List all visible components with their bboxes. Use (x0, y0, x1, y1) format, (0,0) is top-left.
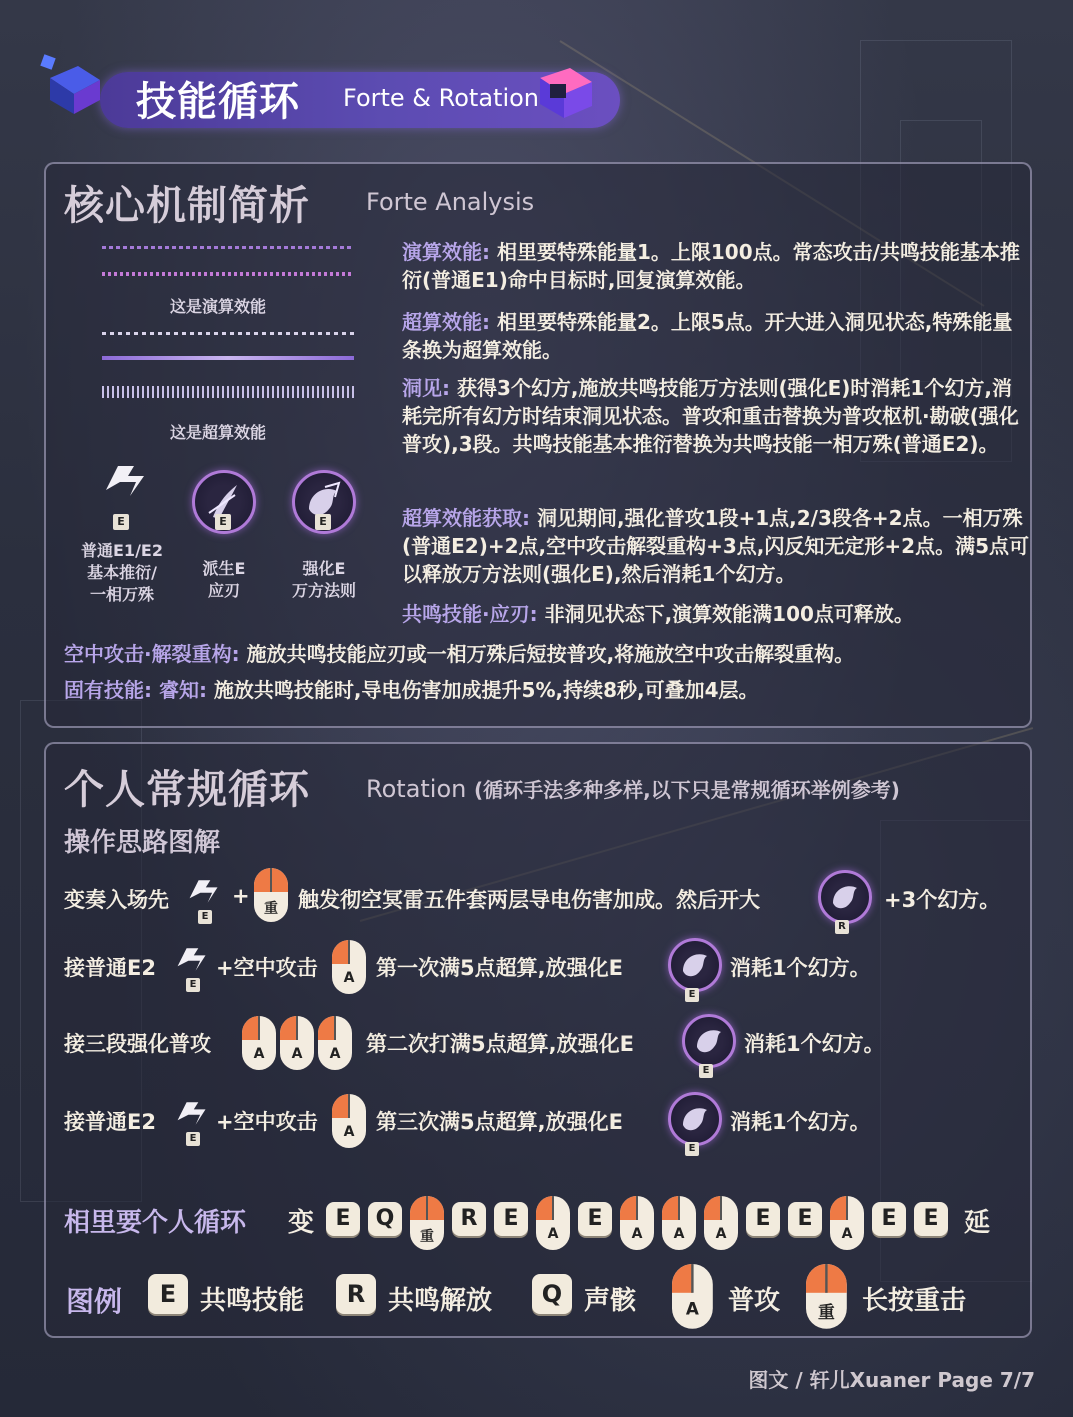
gauge1-caption: 这是演算效能 (169, 297, 266, 316)
forte-entry (402, 600, 1030, 628)
mouse-left-half (662, 1196, 679, 1220)
enhanced-skill-icon (668, 1092, 722, 1146)
skill-key-badge: E (198, 910, 212, 924)
mouse-divider (691, 1264, 693, 1293)
skill-key-badge: E (113, 514, 129, 530)
banner-subtitle: Forte & Rotation (343, 84, 540, 112)
step-text: 第三次满5点超算,放强化E (376, 1110, 623, 1134)
entry-label: 固有技能: 睿知: (64, 678, 207, 702)
mouse-divider (636, 1196, 638, 1220)
basic-skill-icon (174, 1098, 210, 1128)
sequence-label: 相里要个人循环 (64, 1208, 247, 1238)
entry-text: 相里要特殊能量2。上限5点。开大进入洞见状态,特殊能量条换为超算效能。 (402, 310, 1013, 362)
mouse-divider (258, 1016, 260, 1040)
sequence-key: E (788, 1202, 822, 1236)
page-banner (40, 48, 585, 140)
mouse-divider (678, 1196, 680, 1220)
forte-title: 核心机制简析 (64, 183, 310, 229)
mouse-left-half (242, 1016, 259, 1040)
forte-wide-entry (64, 676, 1024, 704)
entry-text: 施放共鸣技能时,导电伤害加成提升5%,持续8秒,可叠加4层。 (213, 678, 759, 702)
mouse-button-icon (410, 1196, 444, 1250)
legend-key: R (336, 1274, 376, 1314)
mouse-left-half (332, 940, 349, 964)
skill-key-badge: E (685, 988, 699, 1002)
mouse-button-icon (318, 1016, 352, 1070)
step-text: 触发彻空冥雷五件套两层导电伤害加成。然后开大 (298, 888, 760, 912)
sequence-key: E (326, 1202, 360, 1236)
sequence-key: E (494, 1202, 528, 1236)
sequence-end: 延 (964, 1208, 991, 1238)
mouse-label: A (673, 1226, 685, 1242)
sequence-key: E (914, 1202, 948, 1236)
sequence-key: R (452, 1202, 486, 1236)
basic-skill-caption: 普通E1/E2 基本推衍/ 一相万殊 (81, 541, 163, 604)
rotation-title: 个人常规循环 (64, 767, 310, 813)
skill-key-badge: E (699, 1064, 713, 1078)
step-text: 接普通E2 (64, 956, 156, 980)
step-text: 变奏入场先 (64, 888, 169, 912)
mouse-divider (296, 1016, 298, 1040)
enhanced-skill-icon (682, 1014, 736, 1068)
mouse-divider (426, 1196, 428, 1220)
mouse-label: A (631, 1226, 643, 1242)
mouse-button-icon (332, 1094, 366, 1148)
mouse-divider (720, 1196, 722, 1220)
basic-skill-icon (174, 944, 210, 974)
forte-entry (402, 504, 1030, 588)
step-text: +3个幻方。 (884, 888, 1001, 912)
skill-key-badge: E (685, 1142, 699, 1156)
mouse-left-half (318, 1016, 335, 1040)
entry-text: 获得3个幻方,施放共鸣技能万方法则(强化E)时消耗1个幻方,消耗完所有幻方时结束洞见状态。普攻和重击替换为普攻枢机·勘破(强化普攻),3段。共鸣技能基本推衍替换为共鸣技能一相万殊(普通E2)。 (402, 376, 1019, 456)
mouse-divider (552, 1196, 554, 1220)
mouse-label: A (547, 1226, 559, 1242)
forte-entry (402, 238, 1030, 294)
forte-subtitle: Forte Analysis (366, 188, 535, 216)
mouse-button-icon (830, 1196, 864, 1250)
entry-label: 超算效能获取: (402, 506, 530, 530)
overclock-gauge-bar (102, 332, 354, 335)
overclock-gauge-bar (102, 356, 354, 360)
computation-gauge-bar (102, 272, 354, 276)
mouse-divider (846, 1196, 848, 1220)
step-text: 接普通E2 (64, 1110, 156, 1134)
skill-key-badge: E (186, 1132, 200, 1146)
rotation-diagram-subtitle: 操作思路图解 (64, 828, 221, 858)
mouse-divider (825, 1264, 827, 1293)
mouse-left-half (536, 1196, 553, 1220)
sequence-key: E (872, 1202, 906, 1236)
entry-text: 洞见期间,强化普攻1段+1点,2/3段各+2点。一相万殊(普通E2)+2点,空中攻击解裂重构+3点,闪反知无定形+2点。满5点可以释放万方法则(强化E),然后消耗1个幻方。 (402, 506, 1029, 586)
mouse-divider (348, 940, 350, 964)
mouse-button-icon (672, 1264, 713, 1329)
step-text: 第一次满5点超算,放强化E (376, 956, 623, 980)
entry-label: 洞见: (402, 376, 450, 400)
forte-entry (402, 308, 1030, 364)
mouse-label: A (685, 1300, 699, 1320)
mouse-button-icon (620, 1196, 654, 1250)
forte-wide-entry (64, 640, 1024, 668)
rotation-title-en: Rotation (366, 775, 467, 803)
fist-swirl-icon (671, 941, 719, 989)
sequence-key: E (578, 1202, 612, 1236)
mouse-label: A (253, 1046, 265, 1062)
mouse-button-icon (280, 1016, 314, 1070)
mouse-divider (334, 1016, 336, 1040)
sequence-start: 变 (288, 1208, 315, 1238)
step-text: 消耗1个幻方。 (730, 1110, 871, 1134)
fist-swirl-icon (685, 1017, 733, 1065)
mouse-label: 重 (264, 901, 278, 917)
mouse-left-half (332, 1094, 349, 1118)
enhanced-skill-caption: 强化E 万方法则 (291, 559, 356, 600)
mouse-label: A (343, 1124, 355, 1140)
mouse-right-half (826, 1264, 846, 1293)
skill-key-badge: E (315, 514, 331, 530)
legend-text: 长按重击 (862, 1286, 967, 1316)
fist-swirl-icon (671, 1095, 719, 1143)
mouse-button-icon (536, 1196, 570, 1250)
derived-skill-caption: 派生E 应刃 (202, 559, 246, 600)
legend-key: E (148, 1274, 188, 1314)
mouse-left-half (830, 1196, 847, 1220)
forte-analysis-panel (44, 162, 1032, 728)
mouse-button-icon (806, 1264, 847, 1329)
entry-text: 施放共鸣技能应刃或一相万殊后短按普攻,将施放空中攻击解裂重构。 (246, 642, 855, 666)
entry-label: 共鸣技能·应刃: (402, 602, 538, 626)
enhanced-skill-icon (668, 938, 722, 992)
overclock-gauge-bar (102, 386, 354, 398)
skill-key-badge: E (186, 978, 200, 992)
legend-text: 声骸 (584, 1286, 637, 1316)
mouse-button-icon (704, 1196, 738, 1250)
entry-text: 相里要特殊能量1。上限100点。常态攻击/共鸣技能基本推衍(普通E1)命中目标时,回复演算效能。 (402, 240, 1020, 292)
entry-text: 非洞见状态下,演算效能满100点可释放。 (544, 602, 914, 626)
legend-label: 图例 (66, 1285, 123, 1318)
computation-gauge-bar (102, 246, 354, 249)
entry-label: 超算效能: (402, 310, 490, 334)
mouse-left-half (254, 868, 271, 892)
mouse-right-half (427, 1196, 444, 1220)
mouse-button-icon (254, 868, 288, 922)
mouse-left-half (806, 1264, 826, 1293)
mouse-button-icon (662, 1196, 696, 1250)
step-text: + (232, 884, 250, 908)
forte-entry (402, 374, 1030, 458)
rotation-panel (44, 742, 1032, 1338)
legend-text: 共鸣解放 (388, 1286, 493, 1316)
sequence-key: Q (368, 1202, 402, 1236)
fist-swirl-icon (821, 873, 869, 921)
mouse-right-half (271, 868, 288, 892)
entry-label: 演算效能: (402, 240, 490, 264)
mouse-left-half (620, 1196, 637, 1220)
mouse-label: A (343, 970, 355, 986)
mouse-left-half (704, 1196, 721, 1220)
legend-text: 普攻 (728, 1286, 781, 1316)
step-text: +空中攻击 (216, 1110, 318, 1134)
skill-key-badge: R (835, 920, 849, 934)
footer-credit: 图文 / 轩儿Xuaner Page 7/7 (748, 1368, 1035, 1392)
liberation-icon (818, 870, 872, 924)
step-text: +空中攻击 (216, 956, 318, 980)
mouse-button-icon (242, 1016, 276, 1070)
mouse-left-half (280, 1016, 297, 1040)
mouse-divider (270, 868, 272, 892)
mouse-divider (348, 1094, 350, 1118)
rotation-title-note: (循环手法多种多样,以下只是常规循环举例参考) (474, 778, 900, 802)
legend-key: Q (532, 1274, 572, 1314)
mouse-label: A (291, 1046, 303, 1062)
step-text: 第二次打满5点超算,放强化E (366, 1032, 634, 1056)
entry-label: 空中攻击·解裂重构: (64, 642, 240, 666)
sequence-key: E (746, 1202, 780, 1236)
legend-text: 共鸣技能 (200, 1286, 305, 1316)
skill-key-badge: E (215, 514, 231, 530)
basic-skill-icon (100, 460, 150, 500)
step-text: 接三段强化普攻 (64, 1032, 211, 1056)
crystal-cube-icon (40, 48, 110, 118)
mouse-left-half (410, 1196, 427, 1220)
mouse-label: A (329, 1046, 341, 1062)
rotation-subtitle (366, 774, 1026, 803)
step-text: 消耗1个幻方。 (744, 1032, 885, 1056)
mouse-left-half (672, 1264, 692, 1293)
mouse-button-icon (332, 940, 366, 994)
mouse-label: A (841, 1226, 853, 1242)
gauge2-caption: 这是超算效能 (169, 423, 266, 442)
mouse-label: A (715, 1226, 727, 1242)
mouse-label: 重 (420, 1229, 434, 1245)
banner-title: 技能循环 (136, 79, 300, 125)
step-text: 消耗1个幻方。 (730, 956, 871, 980)
basic-skill-icon (186, 876, 222, 906)
mouse-label: 重 (818, 1303, 835, 1323)
